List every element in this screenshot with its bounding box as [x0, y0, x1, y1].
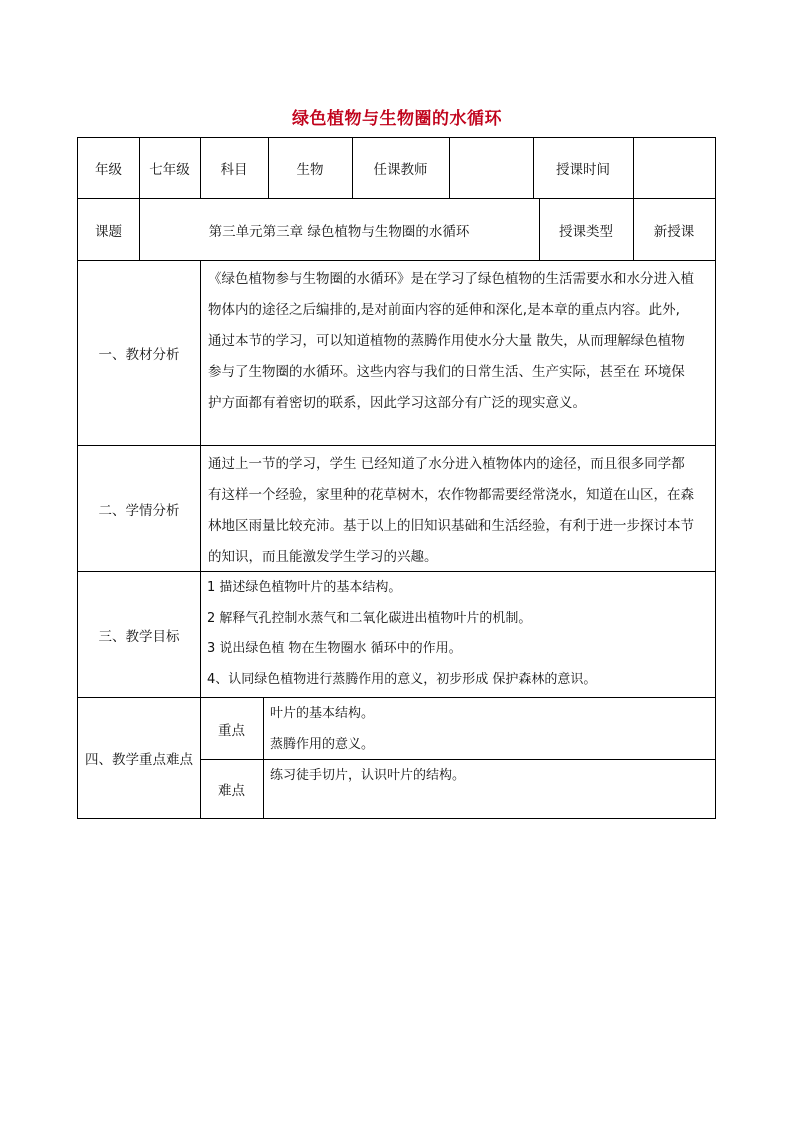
table-border — [77, 818, 716, 819]
paragraph-line: 《绿色植物参与生物圈的水循环》是在学习了绿色植物的生活需要水和水分进入植 — [208, 271, 694, 287]
column-divider — [263, 697, 264, 819]
subject-value: 生物 — [296, 162, 324, 178]
paragraph-line: 有这样一个经验，家里种的花草树木，农作物都需要经常浇水，知道在山区，在森 — [208, 487, 694, 503]
goal-item: 3 说出绿色植 物在生物圈水 循环中的作用。 — [207, 641, 462, 656]
column-divider — [533, 137, 534, 199]
column-divider — [139, 137, 140, 261]
teaching-goals-label: 三、教学目标 — [98, 628, 180, 645]
column-divider — [449, 137, 450, 199]
difficult-points-label: 难点 — [218, 783, 245, 799]
textbook-analysis-content — [200, 261, 715, 445]
column-divider — [268, 137, 269, 199]
document-title: 绿色植物与生物圈的水循环 — [292, 109, 502, 129]
table-border — [77, 137, 716, 138]
paragraph-line: 林地区雨量比较充沛。基于以上的旧知识基础和生活经验，有利于进一步探讨本节 — [208, 518, 694, 534]
key-points-label: 重点 — [218, 722, 245, 739]
student-analysis-content — [200, 446, 715, 571]
grade-value: 七年级 — [149, 162, 190, 178]
row-divider — [77, 571, 716, 572]
column-divider — [352, 137, 353, 199]
student-analysis-label: 二、学情分析 — [98, 502, 180, 519]
topic-value: 第三单元第三章 绿色植物与生物圈的水循环 — [208, 223, 470, 240]
difficulty-item: 练习徒手切片，认识叶片的结构。 — [270, 768, 466, 783]
paragraph-line: 护方面都有着密切的联系，因此学习这部分有广泛的现实意义。 — [208, 395, 586, 411]
key-points-content — [263, 698, 715, 759]
row-divider — [77, 445, 716, 446]
row-divider — [77, 260, 716, 261]
time-label: 授课时间 — [556, 162, 610, 178]
goal-item: 2 解释气孔控制水蒸气和二氧化碳进出植物叶片的机制。 — [207, 610, 532, 626]
paragraph-line: 通过本节的学习，可以知道植物的蒸腾作用使水分大量 散失，从而理解绿色植物 — [208, 333, 685, 349]
paragraph-line: 参与了生物圈的水循环。这些内容与我们的日常生活、生产实际，甚至在 环境保 — [208, 364, 685, 380]
type-value: 新授课 — [653, 223, 695, 240]
subject-label: 科目 — [220, 162, 248, 178]
difficult-points-content — [263, 760, 715, 818]
paragraph-line: 通过上一节的学习，学生 已经知道了水分进入植物体内的途径，而且很多同学都 — [208, 456, 685, 472]
textbook-analysis-label: 一、教材分析 — [98, 347, 180, 363]
table-border — [715, 137, 716, 819]
table-border — [77, 137, 78, 819]
time-value — [633, 138, 715, 198]
goal-item: 4、认同绿色植物进行蒸腾作用的意义，初步形成 保护森林的意识。 — [207, 671, 597, 687]
key-point-item: 蒸腾作用的意义。 — [270, 736, 375, 752]
topic-label: 课题 — [95, 223, 122, 240]
row-divider — [77, 697, 716, 698]
column-divider — [539, 198, 540, 261]
key-point-item: 叶片的基本结构。 — [270, 706, 375, 721]
column-divider — [200, 260, 201, 819]
key-difficult-points-label: 四、教学重点难点 — [85, 752, 193, 768]
paragraph-line: 物体内的途径之后编排的,是对前面内容的延伸和深化,是本章的重点内容。此外, — [208, 302, 680, 318]
teacher-value — [449, 138, 533, 198]
column-divider — [633, 137, 634, 261]
teacher-label: 任课教师 — [373, 162, 428, 178]
type-label: 授课类型 — [559, 223, 613, 240]
teaching-goals-list — [200, 572, 715, 697]
paragraph-line: 的知识，而且能激发学生学习的兴趣。 — [208, 549, 438, 565]
row-divider — [200, 759, 716, 760]
grade-label: 年级 — [95, 162, 122, 178]
row-divider — [77, 198, 716, 199]
goal-item: 1 描述绿色植物叶片的基本结构。 — [207, 580, 402, 595]
column-divider — [200, 137, 201, 199]
